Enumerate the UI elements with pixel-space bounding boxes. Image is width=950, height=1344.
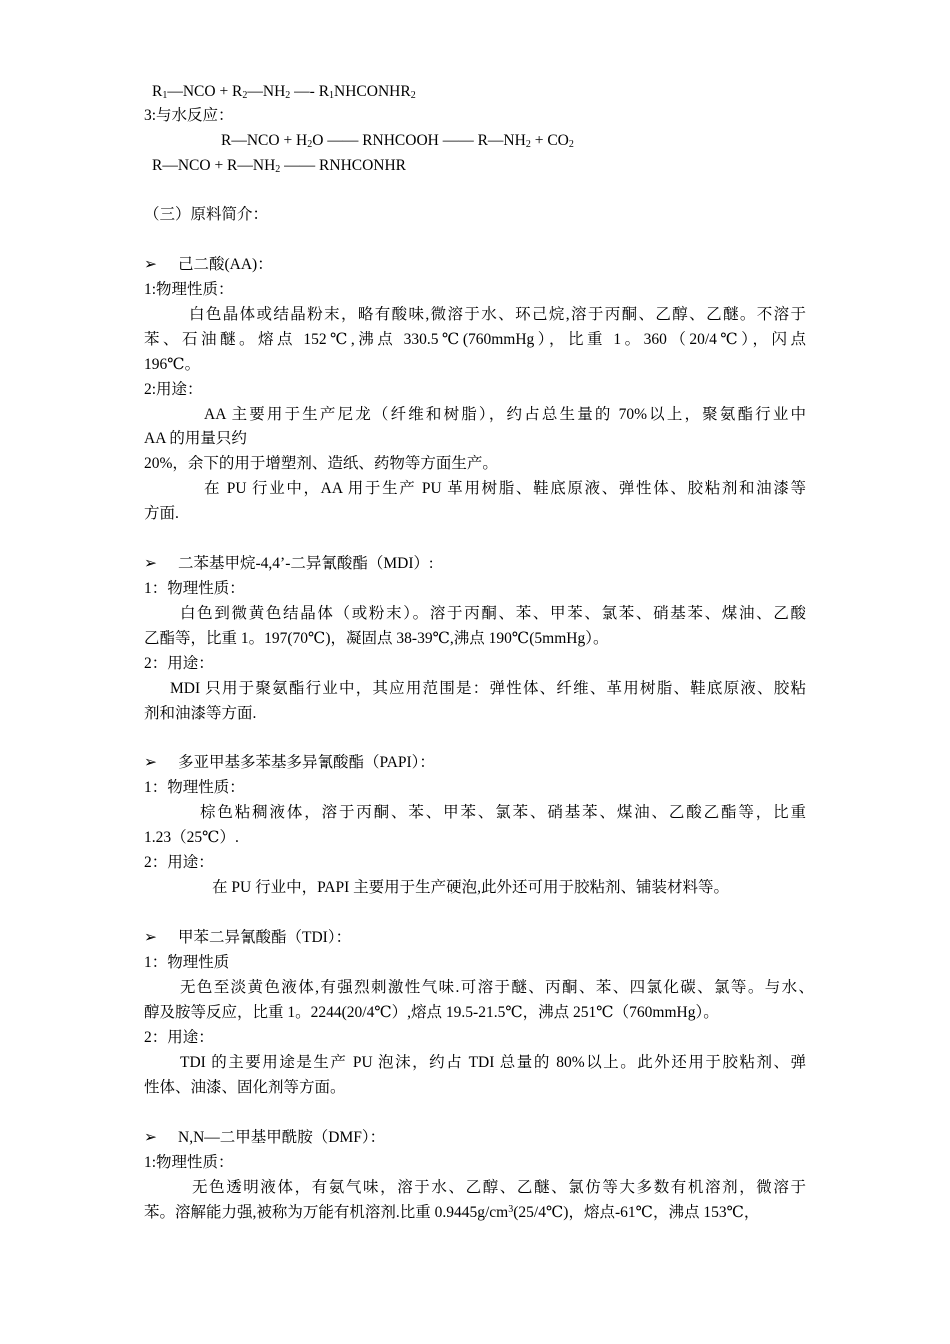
dmf-heading <box>144 1128 385 1148</box>
mdi-prop-line-2: 乙酯等，比重 1。197(70℃)，凝固点 38-39℃,沸点 190℃(5mmHg）。 <box>144 630 609 647</box>
aa-heading <box>144 255 273 275</box>
papi-title: 多亚甲基多苯基多异氰酸酯（PAPI）： <box>178 754 435 771</box>
bullet-arrow-icon: ➢ <box>144 1129 157 1146</box>
papi-use-line-1: 在 PU 行业中，PAPI 主要用于生产硬泡,此外还可用于胶粘剂、铺装材料等。 <box>212 879 729 896</box>
mdi-prop-label: 1：物理性质： <box>144 580 245 597</box>
bullet-arrow-icon: ➢ <box>144 555 157 572</box>
aa-prop-line-2: 苯、石油醚。熔点 152℃,沸点 330.5℃(760mmHg），比重 1。360（20/4℃），闪点 <box>144 331 806 348</box>
papi-prop-line-1: 棕色粘稠液体，溶于丙酮、苯、甲苯、氯苯、硝基苯、煤油、乙酸乙酯等，比重 <box>200 804 806 821</box>
eq-text: O —— RNHCOOH —— R—NH <box>312 132 526 149</box>
aa-use-line-5: 方面. <box>144 505 179 522</box>
bullet-arrow-icon: ➢ <box>144 256 157 273</box>
eq-subscript: 1 <box>162 90 168 101</box>
tdi-use-line-1: TDI 的主要用途是生产 PU 泡沫，约占 TDI 总量的 80%以上。此外还用于胶粘剂、弹 <box>180 1054 806 1071</box>
aa-use-line-2: AA 的用量只约 <box>144 430 247 447</box>
mdi-use-line-1: MDI 只用于聚氨酯行业中，其应用范围是：弹性体、纤维、革用树脂、鞋底原液、胶粘 <box>170 680 806 697</box>
mdi-prop-line-1: 白色到微黄色结晶体（或粉末）。溶于丙酮、苯、甲苯、氯苯、硝基苯、煤油、乙酸 <box>180 605 806 622</box>
eq-text: R <box>152 83 163 100</box>
mdi-use-label: 2：用途： <box>144 655 214 672</box>
papi-heading <box>144 753 435 773</box>
eq-subscript: 2 <box>285 90 291 101</box>
aa-prop-line-1: 白色晶体或结晶粉末，略有酸味,微溶于水、环己烷,溶于丙酮、乙醇、乙醚。不溶于 <box>189 306 806 323</box>
eq-subscript: 2 <box>568 139 574 150</box>
eq-text: —NH <box>247 83 286 100</box>
aa-prop-line-3: 196℃。 <box>144 356 201 373</box>
tdi-use-label: 2：用途： <box>144 1029 214 1046</box>
mdi-heading <box>144 554 433 574</box>
eq-text: —NCO + R <box>167 83 243 100</box>
bullet-arrow-icon: ➢ <box>144 754 157 771</box>
aa-use-line-1: AA 主要用于生产尼龙（纤维和树脂），约占总生量的 70%以上，聚氨酯行业中 <box>204 406 806 423</box>
eq-subscript: 2 <box>410 90 416 101</box>
dmf-superscript: 3 <box>508 1204 514 1215</box>
aa-use-label: 2:用途： <box>144 381 203 398</box>
water-reaction-heading: 3:与水反应： <box>144 107 234 124</box>
dmf-prop-text: 苯。溶解能力强,被称为万能有机溶剂.比重 0.9445g/cm <box>144 1204 509 1221</box>
tdi-heading <box>144 928 351 948</box>
eq-text: NHCONHR <box>334 83 411 100</box>
aa-title: 己二酸(AA)： <box>178 256 273 273</box>
aa-use-line-3: 20%，余下的用于增塑剂、造纸、药物等方面生产。 <box>144 455 498 472</box>
tdi-prop-label: 1：物理性质 <box>144 954 230 971</box>
papi-prop-label: 1：物理性质： <box>144 779 245 796</box>
tdi-title: 甲苯二异氰酸酯（TDI）： <box>178 929 352 946</box>
eq-text: —- R <box>290 83 330 100</box>
eq-subscript: 2 <box>525 139 531 150</box>
section-title: （三）原料简介： <box>144 206 269 223</box>
mdi-use-line-2: 剂和油漆等方面. <box>144 705 257 722</box>
eq-text: R—NCO + R—NH <box>152 157 276 174</box>
papi-use-label: 2：用途： <box>144 854 214 871</box>
reaction-line-2 <box>221 131 574 151</box>
dmf-prop-line-2 <box>144 1203 759 1223</box>
reaction-line-3 <box>152 156 406 176</box>
dmf-prop-label: 1:物理性质： <box>144 1154 234 1171</box>
papi-prop-line-2: 1.23（25℃）. <box>144 829 239 846</box>
eq-text: R—NCO + H <box>221 132 308 149</box>
eq-subscript: 2 <box>275 164 281 175</box>
reaction-line-1 <box>152 82 416 102</box>
tdi-prop-line-2: 醇及胺等反应，比重 1。2244(20/4℃）,熔点 19.5-21.5℃，沸点 251℃（760mmHg）。 <box>144 1004 719 1021</box>
aa-prop-label: 1:物理性质： <box>144 281 234 298</box>
eq-subscript: 2 <box>242 90 248 101</box>
eq-text: + CO <box>530 132 569 149</box>
dmf-title: N,N—二甲基甲酰胺（DMF）： <box>178 1129 386 1146</box>
tdi-prop-line-1: 无色至淡黄色液体,有强烈刺激性气味.可溶于醚、丙酮、苯、四氯化碳、氯等。与水、 <box>180 979 814 996</box>
eq-text: —— RNHCONHR <box>280 157 407 174</box>
dmf-prop-text: (25/4℃)，熔点-61℃，沸点 153℃， <box>513 1204 760 1221</box>
eq-subscript: 1 <box>329 90 335 101</box>
mdi-title: 二苯基甲烷-4,4’-二异氰酸酯（MDI）: <box>178 555 434 572</box>
bullet-arrow-icon: ➢ <box>144 929 157 946</box>
eq-subscript: 2 <box>307 139 313 150</box>
tdi-use-line-2: 性体、油漆、固化剂等方面。 <box>144 1079 346 1096</box>
aa-use-line-4: 在 PU 行业中，AA 用于生产 PU 革用树脂、鞋底原液、弹性体、胶粘剂和油漆等 <box>204 480 806 497</box>
dmf-prop-line-1: 无色透明液体，有氨气味，溶于水、乙醇、乙醚、氯仿等大多数有机溶剂，微溶于 <box>192 1179 806 1196</box>
